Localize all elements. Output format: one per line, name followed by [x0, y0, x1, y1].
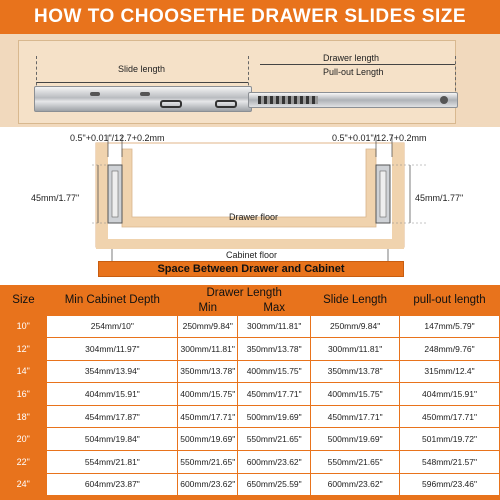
gap-label-left: 0.5"+0.01"/12.7+0.2mm [70, 133, 165, 143]
drawer-length-line [260, 64, 455, 65]
size-table-panel [0, 285, 500, 500]
cell-depth: 404mm/15.91" [47, 383, 178, 406]
table-row [0, 451, 500, 474]
cell-size: 12" [16, 343, 30, 354]
cell-pullout: 315mm/12.4" [400, 360, 500, 383]
cell-slide: 400mm/15.75" [311, 383, 400, 406]
cell-min: 250mm/9.84" [178, 315, 238, 338]
cell-depth: 354mm/13.94" [47, 360, 178, 383]
slide-slot [160, 100, 182, 108]
table-row [0, 360, 500, 383]
cell-pullout: 548mm/21.57" [400, 451, 500, 474]
space-banner [98, 261, 404, 277]
cell-min: 300mm/11.81" [178, 338, 238, 361]
slide-bearing [258, 96, 318, 104]
cell-min: 550mm/21.65" [178, 451, 238, 474]
cell-pullout: 596mm/23.46" [400, 473, 500, 496]
cell-depth: 454mm/17.87" [47, 405, 178, 428]
cell-size: 16" [16, 389, 30, 400]
header-min-cabinet-depth: Min Cabinet Depth [64, 293, 160, 306]
cell-max: 550mm/21.65" [238, 428, 311, 451]
table-row [0, 383, 500, 406]
cell-depth: 554mm/21.81" [47, 451, 178, 474]
cell-max: 450mm/17.71" [238, 383, 311, 406]
cabinet-outline [96, 143, 404, 247]
pullout-tick-right [455, 56, 456, 96]
slide-slot [140, 92, 150, 96]
table-row [0, 428, 500, 451]
slide-length-label: Slide length [118, 64, 166, 74]
height-label-left: 45mm/1.77" [31, 193, 80, 203]
cell-depth: 504mm/19.84" [47, 428, 178, 451]
cell-pullout: 147mm/5.79" [400, 315, 500, 338]
cell-max: 350mm/13.78" [238, 338, 311, 361]
cell-pullout: 501mm/19.72" [400, 428, 500, 451]
cell-max: 650mm/25.59" [238, 473, 311, 496]
drawer-length-label: Drawer length [323, 53, 380, 63]
header-slide-length: Slide Length [323, 293, 388, 306]
pullout-length-label: Pull-out Length [323, 67, 384, 77]
slide-left-inner [112, 171, 118, 217]
cell-slide: 350mm/13.78" [311, 360, 400, 383]
slide-photo [0, 34, 500, 127]
table-row [0, 338, 500, 361]
cell-min: 450mm/17.71" [178, 405, 238, 428]
cell-depth: 254mm/10" [47, 315, 178, 338]
cell-slide: 550mm/21.65" [311, 451, 400, 474]
drawer-floor-label: Drawer floor [229, 212, 279, 222]
size-table [0, 285, 500, 496]
cell-pullout: 248mm/9.76" [400, 338, 500, 361]
cell-size: 22" [16, 456, 30, 467]
cell-max: 400mm/15.75" [238, 360, 311, 383]
slide-right-inner [380, 171, 386, 217]
cell-size: 18" [16, 411, 30, 422]
table-row [0, 405, 500, 428]
cabinet-floor-label: Cabinet floor [226, 250, 278, 260]
cell-size: 20" [16, 434, 30, 445]
cell-depth: 604mm/23.87" [47, 473, 178, 496]
page-title: HOW TO CHOOSETHE DRAWER SLIDES SIZE [0, 0, 500, 34]
slide-rail-outer [34, 86, 252, 112]
height-label-right: 45mm/1.77" [415, 193, 464, 203]
cell-min: 350mm/13.78" [178, 360, 238, 383]
cell-size: 10" [16, 321, 30, 332]
header-max: Max [263, 301, 286, 314]
cell-slide: 300mm/11.81" [311, 338, 400, 361]
cell-slide: 450mm/17.71" [311, 405, 400, 428]
cell-pullout: 404mm/15.91" [400, 383, 500, 406]
cell-depth: 304mm/11.97" [47, 338, 178, 361]
cell-size: 14" [16, 366, 30, 377]
cell-slide: 600mm/23.62" [311, 473, 400, 496]
space-banner-text: Space Between Drawer and Cabinet [157, 263, 345, 275]
cell-max: 300mm/11.81" [238, 315, 311, 338]
cell-size: 24" [16, 479, 30, 490]
header-size: Size [12, 294, 35, 306]
cell-min: 400mm/15.75" [178, 383, 238, 406]
table-row [0, 473, 500, 496]
cell-min: 600mm/23.62" [178, 473, 238, 496]
gap-label-right: 0.5"+0.01"/12.7+0.2mm [332, 133, 427, 143]
slide-length-line [36, 82, 248, 83]
slide-slot [440, 96, 448, 104]
cell-max: 500mm/19.69" [238, 405, 311, 428]
cell-pullout: 450mm/17.71" [400, 405, 500, 428]
header-pullout-length: pull-out length [413, 293, 486, 306]
slide-slot [90, 92, 100, 96]
cell-max: 600mm/23.62" [238, 451, 311, 474]
cabinet-floor [96, 239, 404, 249]
header-drawer-length: Drawer Length [206, 287, 282, 299]
cell-slide: 250mm/9.84" [311, 315, 400, 338]
cell-min: 500mm/19.69" [178, 428, 238, 451]
cell-slide: 500mm/19.69" [311, 428, 400, 451]
header-min: Min [198, 301, 217, 314]
table-row [0, 315, 500, 338]
slide-slot [215, 100, 237, 108]
cabinet-side-right [392, 143, 404, 247]
